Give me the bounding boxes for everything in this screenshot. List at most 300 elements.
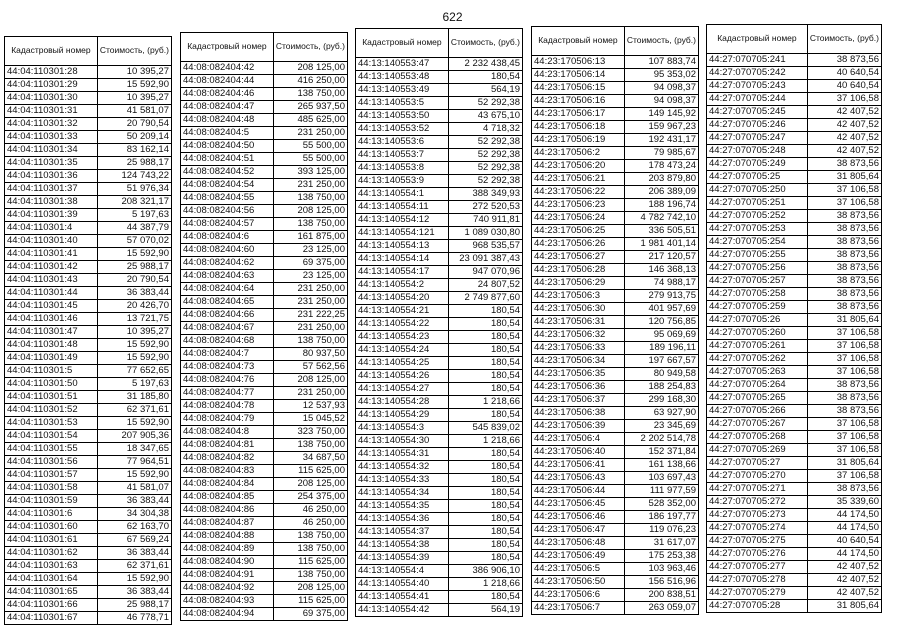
cadastral-number: 44:13:140554:30 bbox=[356, 435, 449, 448]
table-row bbox=[356, 162, 523, 175]
cadastral-table-5 bbox=[706, 24, 882, 613]
table-row bbox=[5, 443, 172, 456]
cadastral-number: 44:13:140553:6 bbox=[356, 136, 449, 149]
cost-value: 57 562,56 bbox=[273, 361, 347, 374]
table-header-row bbox=[5, 37, 172, 66]
cadastral-number: 44:13:140553:48 bbox=[356, 71, 449, 84]
cadastral-number: 44:23:170506:15 bbox=[532, 82, 625, 95]
table-row bbox=[5, 391, 172, 404]
cadastral-number: 44:08:082404:73 bbox=[181, 361, 274, 374]
cadastral-number: 44:08:082404:54 bbox=[181, 179, 274, 192]
table-row bbox=[707, 262, 882, 275]
cadastral-number: 44:13:140554:121 bbox=[356, 227, 449, 240]
table-row bbox=[707, 392, 882, 405]
cost-value: 38 873,56 bbox=[807, 210, 881, 223]
cadastral-number: 44:08:082404:93 bbox=[181, 595, 274, 608]
cadastral-number: 44:23:170506:27 bbox=[532, 251, 625, 264]
cost-value: 178 473,24 bbox=[624, 160, 698, 173]
cost-value: 24 807,52 bbox=[448, 279, 522, 292]
cadastral-number: 44:04:110301:45 bbox=[5, 300, 98, 313]
table-row bbox=[707, 119, 882, 132]
cost-value: 180,54 bbox=[448, 461, 522, 474]
table-row bbox=[5, 469, 172, 482]
cadastral-number: 44:27:070705:250 bbox=[707, 184, 808, 197]
table-row bbox=[5, 105, 172, 118]
cost-value: 77 652,65 bbox=[97, 365, 171, 378]
cadastral-number: 44:04:110301:32 bbox=[5, 118, 98, 131]
table-row bbox=[532, 225, 699, 238]
cadastral-number: 44:23:170506:5 bbox=[532, 563, 625, 576]
cost-value: 1 089 030,80 bbox=[448, 227, 522, 240]
cost-value: 38 873,56 bbox=[807, 379, 881, 392]
cadastral-number: 44:23:170506:38 bbox=[532, 407, 625, 420]
cost-value: 38 873,56 bbox=[807, 223, 881, 236]
table-header-row bbox=[532, 27, 699, 56]
table-row bbox=[5, 430, 172, 443]
table-row bbox=[356, 58, 523, 71]
cost-value: 36 383,44 bbox=[97, 287, 171, 300]
cadastral-number: 44:13:140554:37 bbox=[356, 526, 449, 539]
cadastral-number: 44:08:082404:62 bbox=[181, 257, 274, 270]
table-row bbox=[356, 383, 523, 396]
cost-value: 180,54 bbox=[448, 331, 522, 344]
cadastral-number: 44:27:070705:269 bbox=[707, 444, 808, 457]
cadastral-number: 44:27:070705:247 bbox=[707, 132, 808, 145]
cadastral-number: 44:27:070705:28 bbox=[707, 600, 808, 613]
cost-value: 15 592,90 bbox=[97, 469, 171, 482]
cadastral-number: 44:23:170506:49 bbox=[532, 550, 625, 563]
cost-value: 37 106,58 bbox=[807, 431, 881, 444]
table-row bbox=[181, 582, 348, 595]
table-row bbox=[532, 316, 699, 329]
cost-value: 80 949,58 bbox=[624, 368, 698, 381]
cadastral-number: 44:27:070705:268 bbox=[707, 431, 808, 444]
table-row bbox=[181, 348, 348, 361]
cadastral-number: 44:13:140553:9 bbox=[356, 175, 449, 188]
cost-value: 4 782 742,10 bbox=[624, 212, 698, 225]
cadastral-number: 44:13:140554:1 bbox=[356, 188, 449, 201]
cadastral-number: 44:27:070705:278 bbox=[707, 574, 808, 587]
cost-value: 31 805,64 bbox=[807, 457, 881, 470]
cost-value: 115 625,00 bbox=[273, 465, 347, 478]
cost-value: 38 873,56 bbox=[807, 158, 881, 171]
cadastral-number: 44:27:070705:273 bbox=[707, 509, 808, 522]
table-row bbox=[181, 140, 348, 153]
cost-value: 299 168,30 bbox=[624, 394, 698, 407]
cost-value: 38 873,56 bbox=[807, 405, 881, 418]
cadastral-number: 44:23:170506:39 bbox=[532, 420, 625, 433]
table-row bbox=[532, 563, 699, 576]
table-row bbox=[707, 236, 882, 249]
cost-value: 149 145,92 bbox=[624, 108, 698, 121]
table-row bbox=[707, 54, 882, 67]
cadastral-number: 44:08:082404:94 bbox=[181, 608, 274, 621]
cadastral-number: 44:13:140554:3 bbox=[356, 422, 449, 435]
cost-value: 2 202 514,78 bbox=[624, 433, 698, 446]
cost-value: 38 873,56 bbox=[807, 301, 881, 314]
cost-value: 146 368,13 bbox=[624, 264, 698, 277]
cadastral-number: 44:23:170506:40 bbox=[532, 446, 625, 459]
cost-value: 42 407,52 bbox=[807, 106, 881, 119]
cost-value: 485 625,00 bbox=[273, 114, 347, 127]
cadastral-number: 44:13:140554:29 bbox=[356, 409, 449, 422]
cost-value: 528 352,00 bbox=[624, 498, 698, 511]
table-row bbox=[181, 374, 348, 387]
table-row bbox=[181, 478, 348, 491]
cost-value: 74 988,17 bbox=[624, 277, 698, 290]
table-row bbox=[181, 231, 348, 244]
table-row bbox=[181, 452, 348, 465]
cadastral-number: 44:04:110301:47 bbox=[5, 326, 98, 339]
table-row bbox=[5, 170, 172, 183]
table-row bbox=[181, 244, 348, 257]
table-row bbox=[181, 465, 348, 478]
cadastral-number: 44:27:070705:261 bbox=[707, 340, 808, 353]
table-row bbox=[356, 84, 523, 97]
cost-value: 103 697,43 bbox=[624, 472, 698, 485]
cost-value: 272 520,53 bbox=[448, 201, 522, 214]
cadastral-number: 44:13:140553:49 bbox=[356, 84, 449, 97]
table-row bbox=[5, 521, 172, 534]
cadastral-number: 44:08:082404:78 bbox=[181, 400, 274, 413]
cadastral-number: 44:13:140554:21 bbox=[356, 305, 449, 318]
cadastral-number: 44:13:140554:39 bbox=[356, 552, 449, 565]
table-row bbox=[181, 75, 348, 88]
table-row bbox=[181, 413, 348, 426]
cadastral-number: 44:27:070705:271 bbox=[707, 483, 808, 496]
table-row bbox=[5, 300, 172, 313]
cadastral-number: 44:08:082404:46 bbox=[181, 88, 274, 101]
cadastral-number: 44:08:082404:86 bbox=[181, 504, 274, 517]
cost-value: 37 106,58 bbox=[807, 327, 881, 340]
table-row bbox=[181, 114, 348, 127]
cadastral-number: 44:27:070705:267 bbox=[707, 418, 808, 431]
cost-value: 38 873,56 bbox=[807, 236, 881, 249]
cadastral-number: 44:08:082404:91 bbox=[181, 569, 274, 582]
table-row bbox=[356, 448, 523, 461]
cost-value: 138 750,00 bbox=[273, 218, 347, 231]
table-row bbox=[707, 249, 882, 262]
cost-value: 31 617,07 bbox=[624, 537, 698, 550]
header-cost: Стоимость, (руб.) bbox=[273, 33, 347, 62]
cost-value: 23 091 387,43 bbox=[448, 253, 522, 266]
cadastral-number: 44:23:170506:29 bbox=[532, 277, 625, 290]
page-number: 622 bbox=[442, 10, 463, 24]
table-row bbox=[356, 292, 523, 305]
cadastral-number: 44:08:082404:51 bbox=[181, 153, 274, 166]
table-row bbox=[707, 418, 882, 431]
cost-value: 37 106,58 bbox=[807, 418, 881, 431]
table-row bbox=[707, 496, 882, 509]
table-row bbox=[356, 279, 523, 292]
table-row bbox=[181, 127, 348, 140]
cadastral-number: 44:13:140554:24 bbox=[356, 344, 449, 357]
cost-value: 15 592,90 bbox=[97, 352, 171, 365]
cost-value: 62 371,61 bbox=[97, 560, 171, 573]
cost-value: 203 879,80 bbox=[624, 173, 698, 186]
cost-value: 46 778,71 bbox=[97, 612, 171, 625]
cadastral-number: 44:27:070705:272 bbox=[707, 496, 808, 509]
table-row bbox=[532, 121, 699, 134]
cost-value: 23 125,00 bbox=[273, 244, 347, 257]
table-row bbox=[356, 565, 523, 578]
table-row bbox=[181, 361, 348, 374]
table-row bbox=[532, 420, 699, 433]
cost-value: 175 253,38 bbox=[624, 550, 698, 563]
cost-value: 20 426,70 bbox=[97, 300, 171, 313]
cadastral-number: 44:08:082404:82 bbox=[181, 452, 274, 465]
table-row bbox=[5, 417, 172, 430]
cadastral-number: 44:08:082404:6 bbox=[181, 231, 274, 244]
cost-value: 25 988,17 bbox=[97, 157, 171, 170]
cadastral-number: 44:23:170506:46 bbox=[532, 511, 625, 524]
table-row bbox=[181, 153, 348, 166]
cost-value: 43 675,10 bbox=[448, 110, 522, 123]
table-row bbox=[181, 166, 348, 179]
cost-value: 107 883,74 bbox=[624, 56, 698, 69]
cadastral-number: 44:27:070705:251 bbox=[707, 197, 808, 210]
table-row bbox=[532, 459, 699, 472]
cost-value: 83 162,14 bbox=[97, 144, 171, 157]
cost-value: 37 106,58 bbox=[807, 444, 881, 457]
table-header-row bbox=[181, 33, 348, 62]
cadastral-number: 44:04:110301:5 bbox=[5, 365, 98, 378]
table-row bbox=[181, 179, 348, 192]
cadastral-number: 44:27:070705:279 bbox=[707, 587, 808, 600]
table-row bbox=[356, 331, 523, 344]
table-row bbox=[532, 160, 699, 173]
table-row bbox=[5, 222, 172, 235]
cadastral-number: 44:27:070705:263 bbox=[707, 366, 808, 379]
table-row bbox=[181, 88, 348, 101]
table-row bbox=[707, 379, 882, 392]
cadastral-number: 44:08:082404:76 bbox=[181, 374, 274, 387]
table-row bbox=[356, 539, 523, 552]
cost-value: 947 070,96 bbox=[448, 266, 522, 279]
table-row bbox=[181, 270, 348, 283]
cadastral-number: 44:04:110301:40 bbox=[5, 235, 98, 248]
cadastral-number: 44:27:070705:256 bbox=[707, 262, 808, 275]
cadastral-number: 44:13:140553:5 bbox=[356, 97, 449, 110]
table-row bbox=[5, 586, 172, 599]
table-row bbox=[181, 322, 348, 335]
cost-value: 207 905,36 bbox=[97, 430, 171, 443]
table-row bbox=[181, 530, 348, 543]
cadastral-number: 44:04:110301:35 bbox=[5, 157, 98, 170]
cost-value: 180,54 bbox=[448, 552, 522, 565]
table-row bbox=[707, 171, 882, 184]
cost-value: 161 138,66 bbox=[624, 459, 698, 472]
cost-value: 968 535,57 bbox=[448, 240, 522, 253]
table-row bbox=[532, 238, 699, 251]
cost-value: 254 375,00 bbox=[273, 491, 347, 504]
table-row bbox=[5, 547, 172, 560]
cadastral-number: 44:23:170506:6 bbox=[532, 589, 625, 602]
cadastral-table-2 bbox=[180, 32, 348, 621]
cadastral-number: 44:13:140554:34 bbox=[356, 487, 449, 500]
cost-value: 57 070,02 bbox=[97, 235, 171, 248]
cost-value: 38 873,56 bbox=[807, 262, 881, 275]
header-cadastral-number: Кадастровый номер bbox=[181, 33, 274, 62]
cadastral-number: 44:08:082404:81 bbox=[181, 439, 274, 452]
cost-value: 208 125,00 bbox=[273, 582, 347, 595]
table-row bbox=[532, 277, 699, 290]
table-row bbox=[532, 498, 699, 511]
cost-value: 41 581,07 bbox=[97, 105, 171, 118]
cost-value: 18 347,65 bbox=[97, 443, 171, 456]
cadastral-number: 44:04:110301:53 bbox=[5, 417, 98, 430]
cadastral-number: 44:13:140554:33 bbox=[356, 474, 449, 487]
cadastral-number: 44:04:110301:39 bbox=[5, 209, 98, 222]
cost-value: 180,54 bbox=[448, 409, 522, 422]
cadastral-number: 44:23:170506:33 bbox=[532, 342, 625, 355]
cadastral-number: 44:04:110301:43 bbox=[5, 274, 98, 287]
table-row bbox=[532, 407, 699, 420]
cost-value: 37 106,58 bbox=[807, 340, 881, 353]
table-row bbox=[5, 248, 172, 261]
table-row bbox=[356, 175, 523, 188]
cost-value: 156 516,96 bbox=[624, 576, 698, 589]
cadastral-number: 44:27:070705:265 bbox=[707, 392, 808, 405]
cadastral-number: 44:27:070705:258 bbox=[707, 288, 808, 301]
cost-value: 38 873,56 bbox=[807, 483, 881, 496]
table-row bbox=[181, 491, 348, 504]
cadastral-number: 44:13:140554:12 bbox=[356, 214, 449, 227]
table-row bbox=[532, 485, 699, 498]
table-row bbox=[532, 381, 699, 394]
cost-value: 31 805,64 bbox=[807, 171, 881, 184]
cost-value: 231 250,00 bbox=[273, 283, 347, 296]
cadastral-number: 44:23:170506:35 bbox=[532, 368, 625, 381]
cadastral-number: 44:08:082404:83 bbox=[181, 465, 274, 478]
cost-value: 206 389,09 bbox=[624, 186, 698, 199]
table-row bbox=[707, 535, 882, 548]
cadastral-number: 44:13:140554:40 bbox=[356, 578, 449, 591]
cost-value: 388 349,93 bbox=[448, 188, 522, 201]
cadastral-table-1 bbox=[4, 36, 172, 625]
cadastral-number: 44:13:140554:2 bbox=[356, 279, 449, 292]
cost-value: 1 218,66 bbox=[448, 435, 522, 448]
header-cadastral-number: Кадастровый номер bbox=[356, 29, 449, 58]
cost-value: 34 304,38 bbox=[97, 508, 171, 521]
cost-value: 186 197,77 bbox=[624, 511, 698, 524]
cadastral-number: 44:08:082404:57 bbox=[181, 218, 274, 231]
table-row bbox=[707, 561, 882, 574]
cadastral-number: 44:08:082404:42 bbox=[181, 62, 274, 75]
table-row bbox=[5, 92, 172, 105]
table-row bbox=[356, 513, 523, 526]
table-row bbox=[532, 290, 699, 303]
cadastral-number: 44:27:070705:248 bbox=[707, 145, 808, 158]
table-row bbox=[532, 602, 699, 615]
header-cadastral-number: Кадастровый номер bbox=[532, 27, 625, 56]
cadastral-number: 44:27:070705:27 bbox=[707, 457, 808, 470]
cadastral-number: 44:13:140554:11 bbox=[356, 201, 449, 214]
table-row bbox=[707, 93, 882, 106]
cadastral-number: 44:08:082404:67 bbox=[181, 322, 274, 335]
cost-value: 37 106,58 bbox=[807, 353, 881, 366]
cadastral-number: 44:08:082404:66 bbox=[181, 309, 274, 322]
table-row bbox=[181, 387, 348, 400]
table-row bbox=[5, 599, 172, 612]
table-header-row bbox=[707, 25, 882, 54]
cadastral-number: 44:27:070705:242 bbox=[707, 67, 808, 80]
cadastral-number: 44:13:140554:27 bbox=[356, 383, 449, 396]
cadastral-number: 44:27:070705:277 bbox=[707, 561, 808, 574]
cost-value: 50 209,14 bbox=[97, 131, 171, 144]
table-row bbox=[356, 227, 523, 240]
cadastral-number: 44:27:070705:260 bbox=[707, 327, 808, 340]
cost-value: 208 321,17 bbox=[97, 196, 171, 209]
cost-value: 42 407,52 bbox=[807, 145, 881, 158]
cadastral-number: 44:13:140554:13 bbox=[356, 240, 449, 253]
table-row bbox=[707, 301, 882, 314]
cadastral-number: 44:23:170506:22 bbox=[532, 186, 625, 199]
cost-value: 42 407,52 bbox=[807, 574, 881, 587]
table-row bbox=[356, 474, 523, 487]
table-row bbox=[532, 173, 699, 186]
table-row bbox=[532, 264, 699, 277]
cost-value: 138 750,00 bbox=[273, 88, 347, 101]
table-row bbox=[356, 136, 523, 149]
cadastral-number: 44:04:110301:63 bbox=[5, 560, 98, 573]
cadastral-number: 44:23:170506:16 bbox=[532, 95, 625, 108]
cadastral-number: 44:08:082404:47 bbox=[181, 101, 274, 114]
table-row bbox=[532, 329, 699, 342]
table-row bbox=[356, 604, 523, 617]
cadastral-number: 44:23:170506:43 bbox=[532, 472, 625, 485]
cost-value: 42 407,52 bbox=[807, 587, 881, 600]
table-row bbox=[181, 257, 348, 270]
cost-value: 44 174,50 bbox=[807, 509, 881, 522]
cost-value: 15 592,90 bbox=[97, 417, 171, 430]
table-row bbox=[356, 409, 523, 422]
table-row bbox=[356, 97, 523, 110]
table-row bbox=[356, 591, 523, 604]
table-row bbox=[356, 461, 523, 474]
table-row bbox=[356, 240, 523, 253]
table-row bbox=[707, 67, 882, 80]
cost-value: 44 174,50 bbox=[807, 522, 881, 535]
table-row bbox=[707, 132, 882, 145]
table-row bbox=[181, 569, 348, 582]
cost-value: 37 106,58 bbox=[807, 366, 881, 379]
table-row bbox=[5, 209, 172, 222]
table-row bbox=[707, 405, 882, 418]
cost-value: 159 967,23 bbox=[624, 121, 698, 134]
cadastral-number: 44:13:140553:47 bbox=[356, 58, 449, 71]
cadastral-number: 44:08:082404:89 bbox=[181, 543, 274, 556]
table-row bbox=[707, 457, 882, 470]
table-row bbox=[532, 186, 699, 199]
cadastral-number: 44:04:110301:54 bbox=[5, 430, 98, 443]
cadastral-number: 44:13:140554:35 bbox=[356, 500, 449, 513]
cadastral-number: 44:13:140554:42 bbox=[356, 604, 449, 617]
cost-value: 5 197,63 bbox=[97, 378, 171, 391]
cost-value: 138 750,00 bbox=[273, 439, 347, 452]
cadastral-number: 44:23:170506:23 bbox=[532, 199, 625, 212]
table-row bbox=[356, 422, 523, 435]
cadastral-number: 44:08:082404:84 bbox=[181, 478, 274, 491]
cadastral-number: 44:04:110301:34 bbox=[5, 144, 98, 157]
table-row bbox=[707, 548, 882, 561]
cost-value: 208 125,00 bbox=[273, 205, 347, 218]
cost-value: 38 873,56 bbox=[807, 249, 881, 262]
table-row bbox=[5, 131, 172, 144]
table-row bbox=[181, 296, 348, 309]
table-row bbox=[5, 326, 172, 339]
table-row bbox=[5, 183, 172, 196]
